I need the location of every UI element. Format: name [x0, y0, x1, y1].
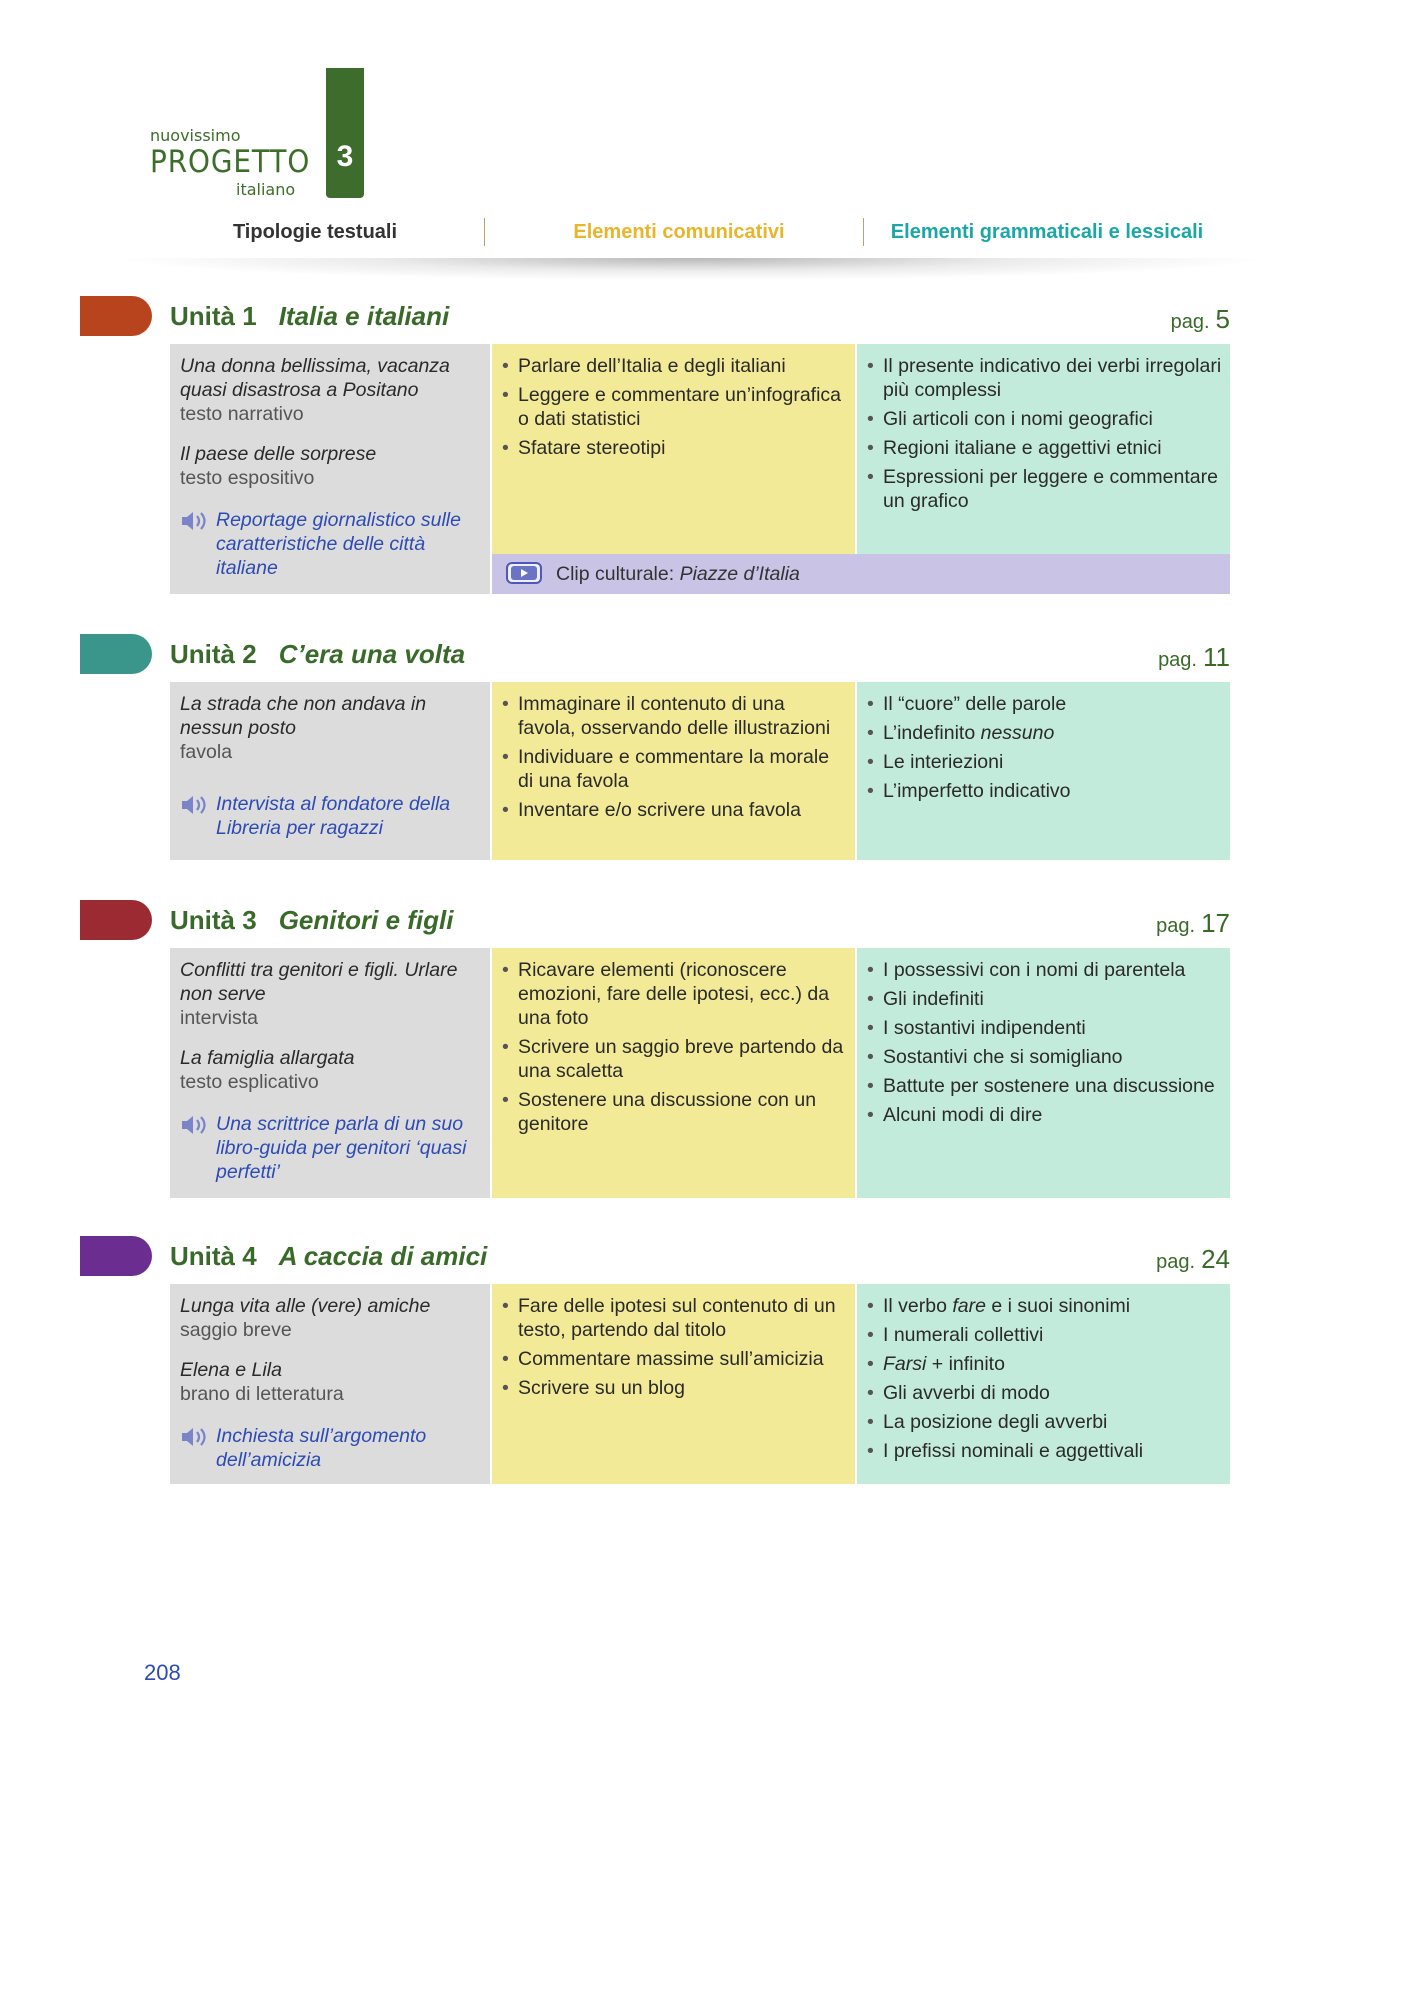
unit-color-tab: [80, 634, 152, 674]
list-item: [865, 721, 1222, 745]
communication-cell: [492, 1284, 855, 1484]
text-item: [180, 1358, 480, 1406]
list-item: • Sostenere una discussione con un genitore: [500, 1088, 847, 1136]
unit-page-ref: [1156, 900, 1230, 940]
unit-page-ref: [1171, 296, 1230, 336]
grammar-cell: [857, 682, 1230, 860]
page-number: 5: [1215, 304, 1230, 334]
unit-number: Unità 1: [170, 301, 257, 331]
logo-small: nuovissimo: [150, 126, 241, 145]
unit-number: Unità 2: [170, 639, 257, 669]
audio-title: Reportage giornalistico sulle caratteristiche delle città italiane: [216, 509, 461, 579]
logo-subtitle: italiano: [236, 180, 296, 199]
clip-title: Piazze d’Italia: [679, 563, 800, 585]
list-item: • Battute per sostenere una discussione: [865, 1074, 1222, 1098]
list-item: • I sostantivi indipendenti: [865, 1016, 1222, 1040]
unit-page-ref: [1158, 634, 1230, 674]
list-item: • I numerali collettivi: [865, 1323, 1222, 1347]
list-item: [865, 1352, 1222, 1376]
volume-badge: [326, 68, 364, 198]
speaker-icon: [180, 1113, 210, 1137]
list-item: • Il “cuore” delle parole: [865, 692, 1222, 716]
unit-number: Unità 3: [170, 905, 257, 935]
list-item: • Gli articoli con i nomi geografici: [865, 407, 1222, 431]
grammar-list: [865, 958, 1222, 1127]
audio-item[interactable]: [180, 1424, 480, 1472]
text-genre: favola: [180, 741, 233, 763]
list-item: • Leggere e commentare un’infografica o dati statistici: [500, 383, 847, 431]
text-genre: testo espositivo: [180, 467, 315, 489]
unit-table: [170, 1284, 1230, 1484]
video-clip-row[interactable]: [492, 554, 1230, 594]
list-item: • La posizione degli avverbi: [865, 1410, 1222, 1434]
text-types-cell: [170, 948, 490, 1198]
page-number: 11: [1203, 642, 1230, 672]
speaker-icon: [180, 1425, 210, 1449]
unit-name: A caccia di amici: [278, 1241, 488, 1271]
column-separator: [484, 218, 485, 246]
clip-label: Clip culturale:: [556, 563, 675, 585]
audio-item[interactable]: [180, 508, 480, 580]
communication-cell: [492, 344, 855, 554]
list-item-text: e i suoi sinonimi: [991, 1295, 1131, 1317]
list-item: [865, 1294, 1222, 1318]
unit-table: [170, 948, 1230, 1198]
text-item: [180, 958, 480, 1030]
list-item: • Scrivere un saggio breve partendo da una scaletta: [500, 1035, 847, 1083]
logo-title: PROGETTO: [150, 144, 311, 180]
text-item: [180, 442, 480, 490]
text-title: Elena e Lila: [180, 1359, 282, 1381]
page-label: pag.: [1156, 1251, 1196, 1273]
audio-title: Una scrittrice parla di un suo libro-guida per genitori ‘quasi perfetti’: [216, 1113, 467, 1183]
list-item-italic: fare: [952, 1295, 986, 1317]
list-item: • Regioni italiane e aggettivi etnici: [865, 436, 1222, 460]
unit-name: Italia e italiani: [278, 301, 450, 331]
speaker-icon: [180, 509, 210, 533]
audio-item[interactable]: [180, 1112, 480, 1184]
unit-color-tab: [80, 296, 152, 336]
speaker-icon: [180, 793, 210, 817]
audio-title: Inchiesta sull’argomento dell’amicizia: [216, 1425, 427, 1471]
list-item-text: Il verbo: [883, 1295, 947, 1317]
page-number: 17: [1201, 908, 1230, 938]
list-item: • Immaginare il contenuto di una favola, osservando delle illustrazioni: [500, 692, 847, 740]
unit-title: [170, 296, 449, 336]
text-title: Una donna bellissima, vacanza quasi disastrosa a Positano: [180, 355, 450, 401]
page-label: pag.: [1158, 649, 1197, 671]
text-title: Lunga vita alle (vere) amiche: [180, 1295, 431, 1317]
list-item: • L’imperfetto indicativo: [865, 779, 1222, 803]
unit-title: [170, 1236, 487, 1276]
text-genre: intervista: [180, 1007, 259, 1029]
column-headers: [130, 212, 1250, 252]
communication-list: [500, 1294, 847, 1400]
page-number-footer: 208: [144, 1660, 181, 1685]
audio-title: Intervista al fondatore della Libreria per ragazzi: [216, 793, 451, 839]
list-item: • Le interiezioni: [865, 750, 1222, 774]
header-shadow: [128, 258, 1256, 280]
unit-title: [170, 900, 453, 940]
grammar-list: [865, 692, 1222, 803]
text-genre: testo esplicativo: [180, 1071, 319, 1093]
audio-item[interactable]: [180, 792, 480, 840]
grammar-cell: [857, 948, 1230, 1198]
text-item: [180, 354, 480, 426]
list-item-italic: Farsi: [883, 1353, 927, 1375]
list-item: • Sfatare stereotipi: [500, 436, 847, 460]
communication-cell: [492, 948, 855, 1198]
column-header-text-types: Tipologie testuali: [232, 221, 398, 243]
list-item: • Gli avverbi di modo: [865, 1381, 1222, 1405]
list-item-text: + infinito: [931, 1353, 1005, 1375]
unit-name: C’era una volta: [278, 639, 466, 669]
text-genre: testo narrativo: [180, 403, 304, 425]
text-title: Conflitti tra genitori e figli. Urlare non serve: [180, 959, 458, 1005]
list-item: • Il presente indicativo dei verbi irregolari più complessi: [865, 354, 1222, 402]
text-title: Il paese delle sorprese: [180, 443, 377, 465]
grammar-list: [865, 354, 1222, 513]
text-types-cell: [170, 1284, 490, 1484]
text-genre: saggio breve: [180, 1319, 292, 1341]
text-genre: brano di letteratura: [180, 1383, 344, 1405]
logo: [150, 68, 370, 198]
unit-table: [170, 344, 1230, 594]
communication-list: [500, 692, 847, 822]
list-item: • Sostantivi che si somigliano: [865, 1045, 1222, 1069]
unit-page-ref: [1156, 1236, 1230, 1276]
list-item: • Individuare e commentare la morale di una favola: [500, 745, 847, 793]
communication-list: [500, 354, 847, 460]
communication-list: [500, 958, 847, 1136]
list-item: • Commentare massime sull’amicizia: [500, 1347, 847, 1371]
list-item: • Scrivere su un blog: [500, 1376, 847, 1400]
grammar-list: [865, 1294, 1222, 1463]
unit-color-tab: [80, 1236, 152, 1276]
text-item: [180, 692, 480, 764]
text-types-cell: [170, 682, 490, 860]
list-item: • Espressioni per leggere e commentare un grafico: [865, 465, 1222, 513]
text-item: [180, 1294, 480, 1342]
list-item: • Fare delle ipotesi sul contenuto di un testo, partendo dal titolo: [500, 1294, 847, 1342]
list-item: • Alcuni modi di dire: [865, 1103, 1222, 1127]
volume-number: 3: [336, 140, 354, 173]
column-header-communication: Elementi comunicativi: [573, 221, 785, 243]
grammar-cell: [857, 1284, 1230, 1484]
page-number: 24: [1201, 1244, 1230, 1274]
page-label: pag.: [1170, 311, 1210, 333]
list-item: • Gli indefiniti: [865, 987, 1222, 1011]
grammar-cell: [857, 344, 1230, 554]
list-item: • Parlare dell’Italia e degli italiani: [500, 354, 847, 378]
text-item: [180, 1046, 480, 1094]
play-icon: [506, 562, 542, 584]
unit-number: Unità 4: [170, 1241, 257, 1271]
communication-cell: [492, 682, 855, 860]
list-item-italic: nessuno: [980, 722, 1055, 744]
list-item: • Inventare e/o scrivere una favola: [500, 798, 847, 822]
unit-table: [170, 682, 1230, 860]
page-label: pag.: [1156, 915, 1196, 937]
text-title: La strada che non andava in nessun posto: [180, 693, 427, 739]
unit-name: Genitori e figli: [278, 905, 454, 935]
list-item: • Ricavare elementi (riconoscere emozioni, fare delle ipotesi, ecc.) da una foto: [500, 958, 847, 1030]
list-item: • I prefissi nominali e aggettivali: [865, 1439, 1222, 1463]
unit-color-tab: [80, 900, 152, 940]
text-types-cell: [170, 344, 490, 594]
unit-title: [170, 634, 465, 674]
list-item: • I possessivi con i nomi di parentela: [865, 958, 1222, 982]
column-header-grammar: Elementi grammaticali e lessicali: [890, 221, 1204, 243]
list-item-text: L’indefinito: [883, 722, 976, 744]
text-title: La famiglia allargata: [180, 1047, 355, 1069]
